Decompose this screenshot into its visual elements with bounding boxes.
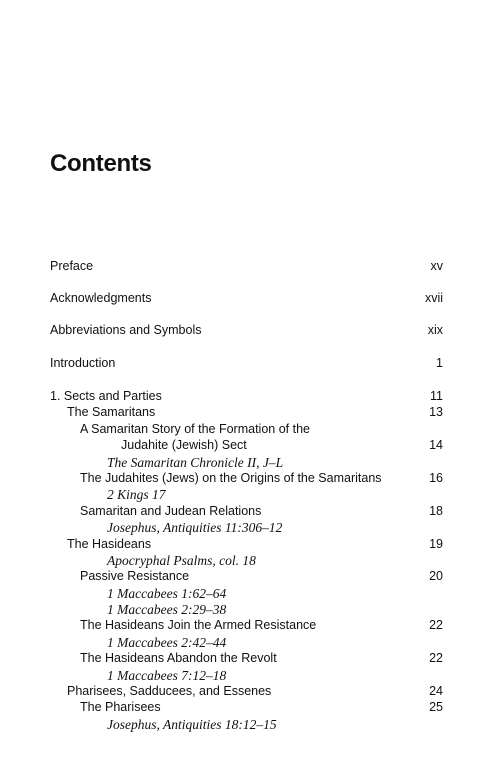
toc-entry-title: 1 Maccabees 2:42–44 [107,635,227,650]
toc-entry-title: The Hasideans [67,537,152,551]
toc-subsection-passive-resistance[interactable] [0,568,504,585]
toc-section-hasideans[interactable] [0,536,504,553]
toc-page-number: 20 [429,569,443,583]
toc-page-number: 22 [429,618,443,632]
toc-entry-title: The Samaritan Chronicle II, J–L [107,455,284,470]
toc-page-number: 1 [436,356,443,370]
toc-chapter-1[interactable] [0,388,504,405]
toc-source-josephus-18[interactable] [0,716,504,733]
toc-entry-introduction[interactable] [0,355,504,372]
toc-subsection-pharisees[interactable] [0,699,504,716]
toc-entry-title: The Hasideans Join the Armed Resistance [80,618,317,632]
toc-page-number: 19 [429,537,443,551]
page-title: Contents [50,150,152,177]
toc-entry-title: The Judahites (Jews) on the Origins of the Samaritans [80,471,382,485]
toc-subsection-samaritan-story-cont[interactable] [0,437,504,454]
toc-entry-title: Samaritan and Judean Relations [80,504,262,518]
toc-page-number: 14 [429,438,443,452]
toc-source-samaritan-chronicle[interactable] [0,454,504,471]
toc-source-1-maccabees-2b[interactable] [0,634,504,651]
toc-source-1-maccabees-1[interactable] [0,585,504,602]
toc-entry-title: Pharisees, Sadducees, and Essenes [67,684,272,698]
toc-section-samaritans[interactable] [0,404,504,421]
toc-entry-title: Acknowledgments [50,291,152,305]
toc-page-number: 18 [429,504,443,518]
toc-entry-title: Apocryphal Psalms, col. 18 [107,553,256,568]
toc-entry-title: Josephus, Antiquities 18:12–15 [107,717,277,732]
toc-subsection-abandon-revolt[interactable] [0,650,504,667]
toc-entry-title: Passive Resistance [80,569,190,583]
toc-source-2-kings[interactable] [0,486,504,503]
toc-entry-title: A Samaritan Story of the Formation of the [80,422,310,436]
toc-subsection-judahites[interactable] [0,470,504,487]
toc-entry-title: The Hasideans Abandon the Revolt [80,651,277,665]
toc-page-number: xvii [424,291,443,305]
toc-entry-title: The Samaritans [67,405,156,419]
toc-entry-preface[interactable] [0,258,504,275]
toc-entry-acknowledgments[interactable] [0,290,504,307]
toc-source-1-maccabees-2a[interactable] [0,601,504,618]
toc-entry-title: Judahite (Jewish) Sect [121,438,247,452]
toc-page-number: 11 [430,389,443,403]
toc-page-number: 25 [429,700,443,714]
toc-entry-title: 1 Maccabees 7:12–18 [107,668,227,683]
toc-entry-title: 2 Kings 17 [107,487,166,502]
toc-section-pharisees-sadducees-essenes[interactable] [0,683,504,700]
toc-source-apocryphal-psalms[interactable] [0,552,504,569]
toc-page-number: 22 [429,651,443,665]
toc-entry-abbreviations[interactable] [0,322,504,339]
toc-entry-title: Abbreviations and Symbols [50,323,202,337]
toc-entry-title: 1 Maccabees 2:29–38 [107,602,227,617]
toc-page-number: xix [427,323,443,337]
toc-subsection-samaritan-judean[interactable] [0,503,504,520]
toc-page-number: 16 [429,471,443,485]
toc-entry-title: 1. Sects and Parties [50,389,162,403]
toc-entry-title: Josephus, Antiquities 11:306–12 [107,520,283,535]
toc-entry-title: 1 Maccabees 1:62–64 [107,586,227,601]
toc-page-number: xv [430,259,443,273]
toc-entry-title: Preface [50,259,94,273]
toc-subsection-samaritan-story[interactable] [0,421,504,438]
toc-entry-title: Introduction [50,356,116,370]
toc-source-1-maccabees-7[interactable] [0,667,504,684]
toc-page-number: 13 [429,405,443,419]
toc-page-number: 24 [429,684,443,698]
toc-source-josephus-11[interactable] [0,519,504,536]
toc-entry-title: The Pharisees [80,700,161,714]
toc-subsection-armed-resistance[interactable] [0,617,504,634]
